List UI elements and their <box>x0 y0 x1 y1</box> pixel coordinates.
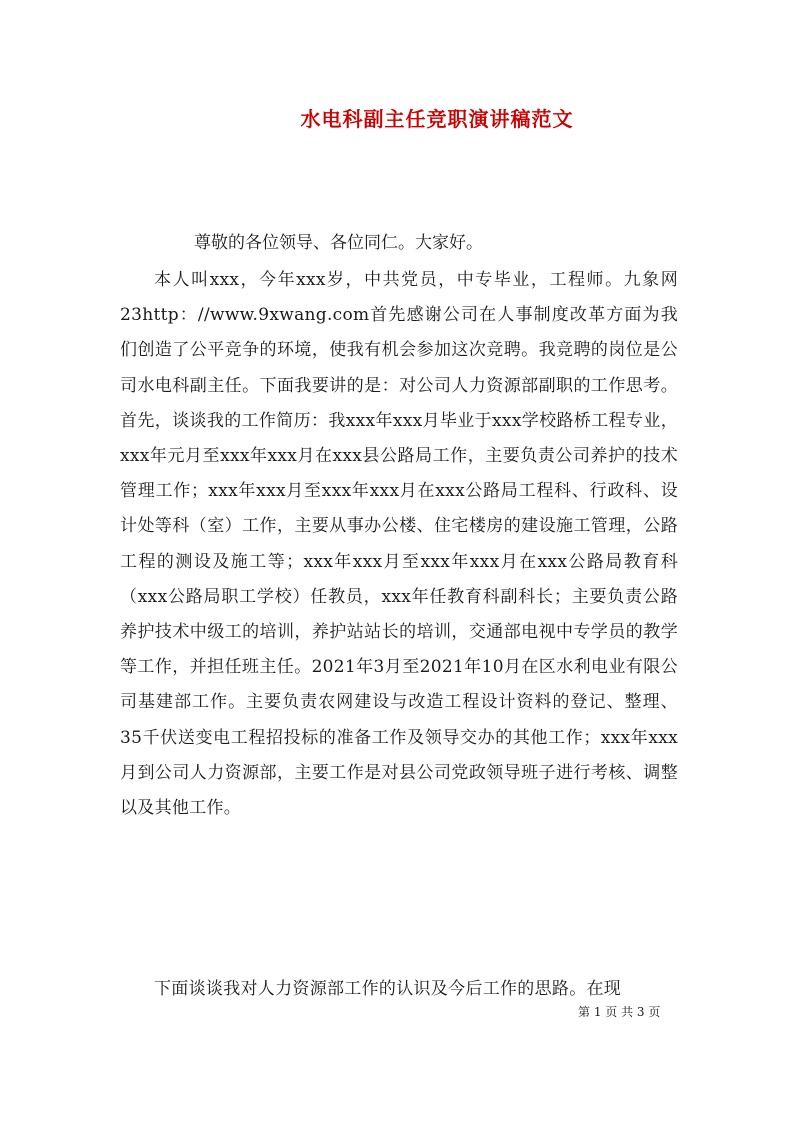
body-paragraph-2: 下面谈谈我对人力资源部工作的认识及今后工作的思路。在现 <box>154 979 622 999</box>
page-number-footer: 第 1 页 共 3 页 <box>578 1005 661 1019</box>
document-title: 水电科副主任竞职演讲稿范文 <box>300 107 574 131</box>
greeting-line: 尊敬的各位领导、各位同仁。大家好。 <box>194 233 483 253</box>
body-paragraph-1: 本人叫xxx，今年xxx岁，中共党员，中专毕业，工程师。九象网23http：//www.9xwang.com首先感谢公司在人事制度改革方面为我们创造了公平竞争的环境，使我有机会参加这次竞聘。我竞聘的岗位是公司水电科副主任。下面我要讲的是：对公司人力资源部副职的工作思考。首先，谈谈我的工作简历：我xxx年xxx月毕业于xxx学校路桥工程专业，xxx年元月至xxx年xxx月在xxx县公路局工作，主要负责公司养护的技术管理工作；xxx年xxx月至xxx年xxx月在xxx公路局工程科、行政科、设计处等科（室）工作，主要从事办公楼、住宅楼房的建设施工管理，公路工程的测设及施工等；xxx年xxx月至xxx年xxx月在xxx公路局教育科（xxx公路局职工学校）任教员，xxx年任教育科副科长；主要负责公路养护技术中级工的培训，养护站站长的培训，交通部电视中专学员的教学等工作，并担任班主任。2021年3月至2021年10月在区水利电业有限公司基建部工作。主要负责农网建设与改造工程设计资料的登记、整理、35千伏送变电工程招投标的准备工作及领导交办的其他工作；xxx年xxx月到公司人力资源部，主要工作是对县公司党政领导班子进行考核、调整以及其他工作。 <box>120 270 678 819</box>
